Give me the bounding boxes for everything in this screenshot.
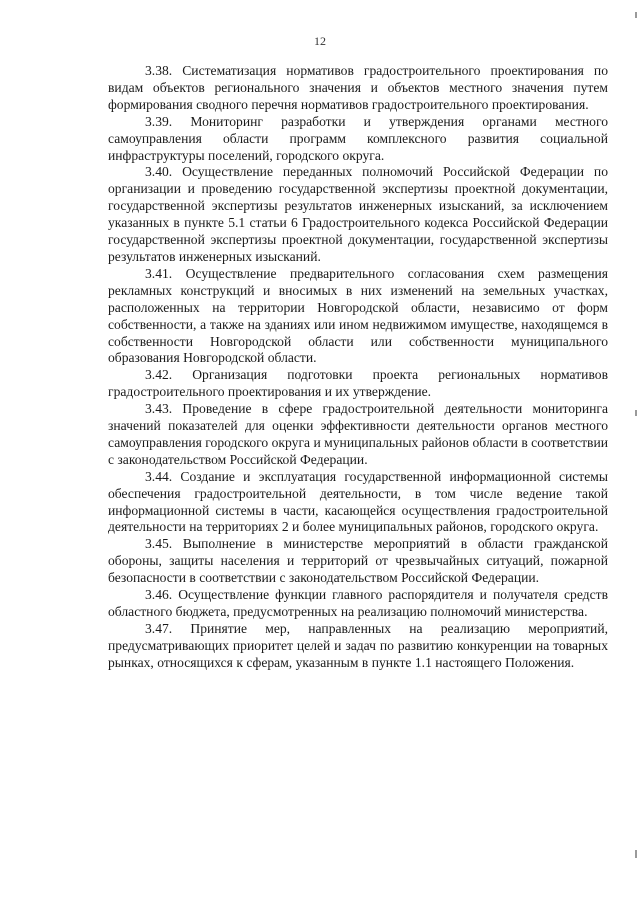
document-body [108, 63, 608, 672]
paragraph-3-39: 3.39. Мониторинг разработки и утверждения органами местного самоуправления области программ комплексного развития социальной инфраструктуры поселений, городского округа. [108, 113, 608, 163]
paragraph-3-44: 3.44. Создание и эксплуатация государственной информационной системы обеспечения градостроительной деятельности, в том числе ведение такой информационной системы в части, касающейся осуществления градостроительной деятельности на территориях 2 и более муниципальных районов, городского округа. [108, 468, 608, 535]
scan-edge-mark [635, 850, 637, 858]
paragraph-3-46: 3.46. Осуществление функции главного распорядителя и получателя средств областного бюджета, предусмотренных на реализацию полномочий министерства. [108, 587, 608, 619]
paragraph-3-47: 3.47. Принятие мер, направленных на реализацию мероприятий, предусматривающих приоритет целей и задач по развитию конкуренции на товарных рынках, относящихся к сферам, указанным в пункте 1.1 настоящего Положения. [108, 620, 608, 670]
scan-edge-mark [635, 410, 637, 416]
paragraph-3-43: 3.43. Проведение в сфере градостроительной деятельности мониторинга значений показателей для оценки эффективности деятельности органов местного самоуправления городского округа и муниципальных районов области в соответствии с законодательством Российской Федерации. [108, 401, 608, 467]
paragraph-3-38: 3.38. Систематизация нормативов градостроительного проектирования по видам объектов регионального значения и объектов местного значения путем формирования сводного перечня нормативов градостроительного проектирования. [108, 63, 608, 112]
paragraph-3-41: 3.41. Осуществление предварительного согласования схем размещения рекламных конструкций и вносимых в них изменений на земельных участках, расположенных на территории Новгородской области, независимо от форм собственности, а также на зданиях или ином недвижимом имуществе, находящемся в собственности Новгородской области или собственности муниципального образования Новгородской области. [108, 265, 608, 366]
page-number: 12 [314, 34, 326, 48]
paragraph-3-45: 3.45. Выполнение в министерстве мероприятий в области гражданской обороны, защиты населения и территорий от чрезвычайных ситуаций, пожарной безопасности в соответствии с законодательством Российской Федерации. [108, 536, 608, 586]
paragraph-3-42: 3.42. Организация подготовки проекта региональных нормативов градостроительного проектирования и их утверждение. [108, 367, 608, 400]
paragraph-3-40: 3.40. Осуществление переданных полномочий Российской Федерации по организации и проведению государственной экспертизы проектной документации, государственной экспертизы результатов инженерных изысканий, за исключением указанных в пункте 5.1 статьи 6 Градостроительного кодекса Российской Федерации государственной экспертизы проектной документации, государственной экспертизы результатов инженерных изысканий. [108, 164, 608, 264]
scan-edge-mark [635, 12, 637, 18]
